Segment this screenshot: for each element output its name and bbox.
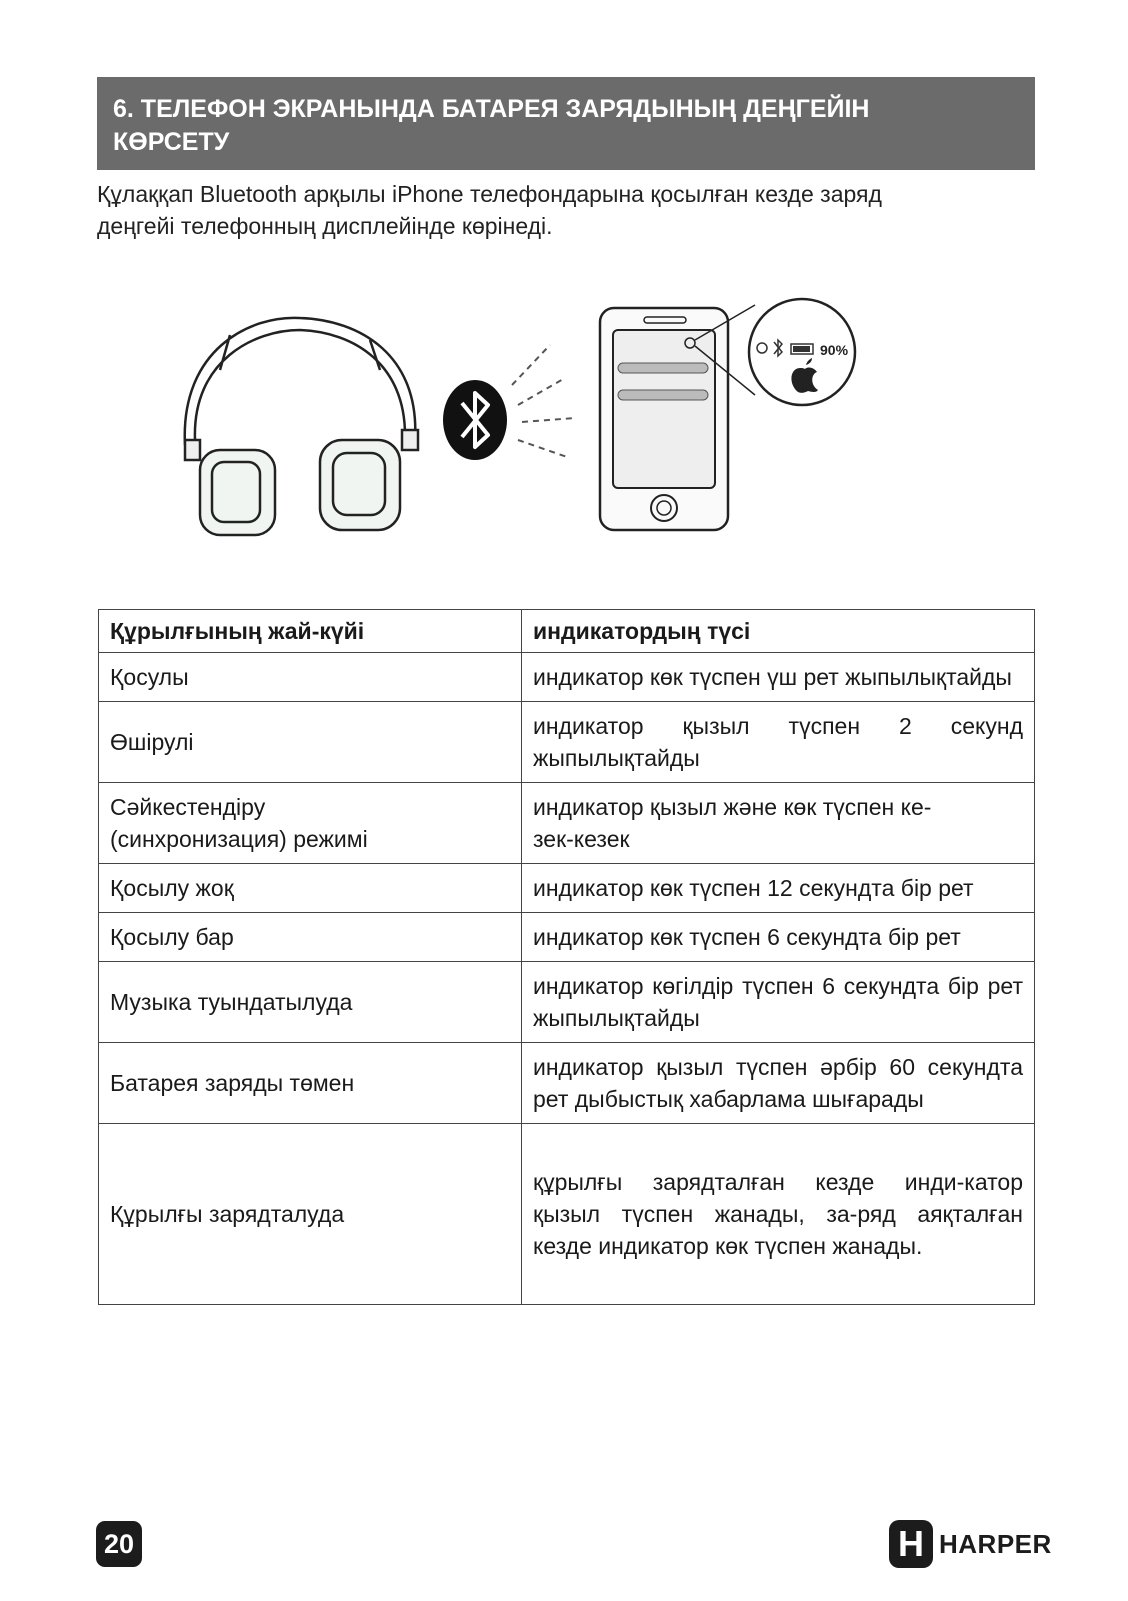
table-row — [99, 1124, 1035, 1305]
signal-waves — [512, 345, 575, 458]
indicator-line2: зек-кезек — [533, 826, 630, 852]
indicator-cell: индикатор көк түспен үш рет жыпылықтайды — [522, 653, 1035, 702]
status-table — [98, 609, 1035, 1305]
table-header-row — [99, 610, 1035, 653]
section-header — [97, 77, 1035, 170]
section-title-line1: 6. ТЕЛЕФОН ЭКРАНЫНДА БАТАРЕЯ ЗАРЯДЫНЫҢ ДЕҢГЕЙІН — [113, 95, 870, 123]
harper-logo-text: HARPER — [939, 1528, 1052, 1559]
phone-icon — [600, 308, 728, 530]
state-cell: Батарея заряды төмен — [99, 1043, 522, 1124]
table-row — [99, 1043, 1035, 1124]
indicator-cell: индикатор қызыл түспен әрбір 60 секундта рет дыбыстық хабарлама шығарады — [522, 1043, 1035, 1124]
section-title-line2: КӨРСЕТУ — [113, 128, 230, 156]
table-row — [99, 702, 1035, 783]
headphones-icon — [185, 318, 418, 535]
table-row — [99, 783, 1035, 864]
state-line2: (синхронизация) режимі — [110, 826, 368, 852]
page-number: 20 — [96, 1521, 142, 1567]
indicator-cell: индикатор көгілдір түспен 6 секундта бір рет жыпылықтайды — [522, 962, 1035, 1043]
table-row — [99, 864, 1035, 913]
state-cell: Қосулы — [99, 653, 522, 702]
state-cell: Құрылғы зарядталуда — [99, 1124, 522, 1305]
state-cell: Музыка туындатылуда — [99, 962, 522, 1043]
indicator-cell: индикатор көк түспен 6 секундта бір рет — [522, 913, 1035, 962]
header-state: Құрылғының жай-күйі — [99, 610, 522, 653]
state-cell: Қосылу жоқ — [99, 864, 522, 913]
intro-line1: Құлаққап Bluetooth арқылы iPhone телефондарына қосылған кезде заряд — [97, 181, 882, 207]
intro-paragraph — [97, 178, 1037, 242]
harper-logo-mark: H — [889, 1520, 933, 1568]
battery-percent: 90% — [820, 342, 849, 358]
indicator-line1: индикатор қызыл және көк түспен ке- — [533, 794, 932, 820]
state-cell — [99, 783, 522, 864]
indicator-cell: құрылғы зарядталған кезде инди-катор қызыл түспен жанады, за-ряд аяқталған кезде индикатор көк түспен жанады. — [522, 1124, 1035, 1305]
indicator-cell — [522, 783, 1035, 864]
state-cell: Өшірулі — [99, 702, 522, 783]
state-cell: Қосылу бар — [99, 913, 522, 962]
header-indicator: индикатордың түсі — [522, 610, 1035, 653]
bluetooth-icon — [443, 380, 507, 460]
intro-line2: деңгейі телефонның дисплейінде көрінеді. — [97, 213, 553, 239]
state-line1: Сәйкестендіру — [110, 794, 266, 820]
harper-logo — [889, 1520, 1052, 1568]
indicator-cell: индикатор көк түспен 12 секундта бір рет — [522, 864, 1035, 913]
headphones-phone-illustration — [150, 260, 910, 560]
table-row — [99, 653, 1035, 702]
table-row — [99, 913, 1035, 962]
indicator-cell: индикатор қызыл түспен 2 секунд жыпылықтайды — [522, 702, 1035, 783]
table-row — [99, 962, 1035, 1043]
